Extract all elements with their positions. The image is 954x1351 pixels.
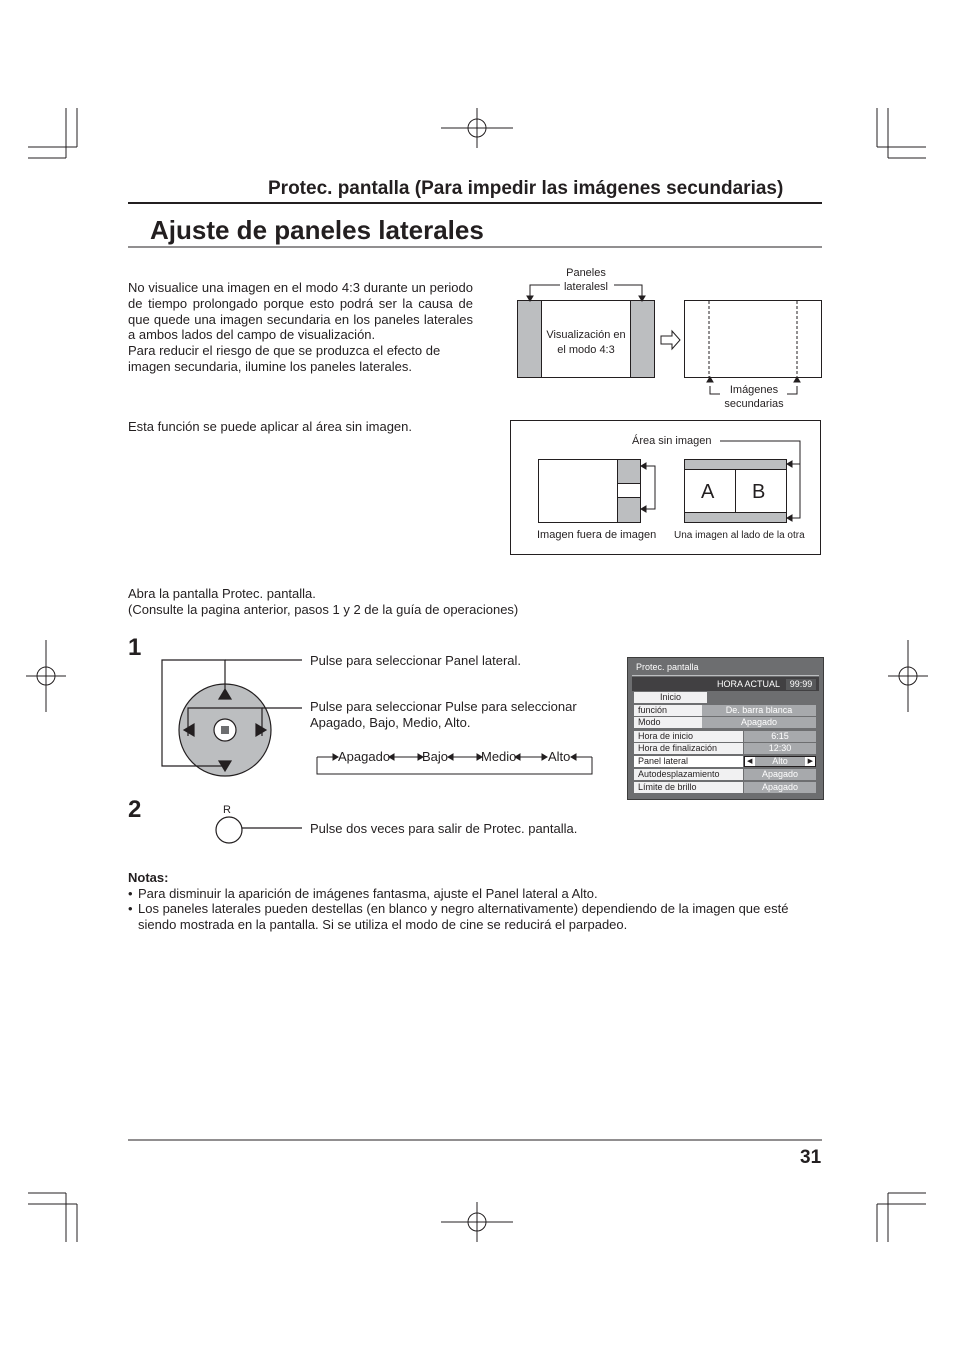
osd-row-value: Apagado — [744, 782, 816, 793]
registration-mark-right — [888, 640, 928, 712]
open-screen-line-1: Abra la pantalla Protec. pantalla. — [128, 586, 316, 601]
registration-mark-top — [441, 108, 513, 148]
note-item: • Para disminuir la aparición de imágenes fantasma, ajuste el Panel lateral a Alto. — [128, 886, 828, 902]
step-1-up-down-instruction: Pulse para seleccionar Panel lateral. — [310, 653, 522, 668]
registration-mark-bottom — [441, 1202, 513, 1242]
osd-row-value: 12:30 — [744, 743, 816, 754]
label-off-image: Imagen fuera de imagen — [537, 529, 657, 541]
osd-row-autoscroll[interactable] — [628, 769, 823, 780]
step-1-number: 1 — [128, 634, 142, 661]
osd-row-value: De. barra blanca — [702, 705, 816, 716]
osd-row-value: Apagado — [702, 717, 816, 728]
cursor-pad-illustration — [162, 660, 302, 776]
osd-row-function[interactable] — [628, 705, 823, 716]
diagram-off-image — [539, 460, 656, 523]
label-after-1: Imágenes — [729, 384, 779, 396]
page-number: 31 — [800, 1147, 822, 1168]
osd-row-value: 6:15 — [744, 731, 816, 742]
crop-mark-top-left — [28, 108, 77, 158]
osd-row-label: Modo — [634, 717, 702, 728]
applies-text: Esta función se puede aplicar al área sin imagen. — [128, 419, 413, 434]
osd-row-label: Panel lateral — [634, 756, 743, 767]
intro-text — [128, 280, 473, 375]
osd-row-side-panel[interactable] — [628, 756, 823, 767]
osd-row-start-time[interactable] — [628, 731, 823, 742]
osd-row-value — [744, 756, 816, 767]
osd-menu-protec-pantalla — [627, 657, 824, 800]
osd-clock-label: HORA ACTUAL — [717, 679, 781, 689]
crop-mark-bottom-left — [28, 1193, 77, 1242]
cycle-option-bajo: Bajo — [422, 749, 449, 764]
label-no-image-area: Área sin imagen — [632, 435, 712, 447]
notes-list — [128, 886, 828, 933]
osd-menu-title: Protec. pantalla — [636, 662, 699, 672]
osd-row-label: Hora de finalización — [634, 743, 743, 754]
open-screen-line-2: (Consulte la pagina anterior, pasos 1 y 2 de la guía de operaciones) — [128, 602, 519, 617]
osd-row-mode[interactable] — [628, 717, 823, 728]
label-side-panels-2: lateralesl — [563, 281, 609, 293]
osd-divider — [632, 675, 819, 676]
step-2-instruction: Pulse dos veces para salir de Protec. pantalla. — [310, 821, 578, 836]
label-after-2: secundarias — [724, 398, 784, 410]
crop-mark-bottom-right — [877, 1193, 926, 1242]
osd-row-label: Hora de inicio — [634, 731, 743, 742]
r-button-label: R — [223, 804, 231, 816]
crop-mark-top-right — [877, 108, 926, 158]
osd-row-end-time[interactable] — [628, 743, 823, 754]
intro-paragraph-1: No visualice una imagen en el modo 4:3 durante un periodo de tiempo prolongado porque esto podrá ser la causa de que quede una imagen secundaria en los paneles laterales a ambos lados del campo de visualización. — [128, 280, 473, 343]
intro-paragraph-2: Para reducir el riesgo de que se produzca el efecto de imagen secundaria, ilumine los paneles laterales. — [128, 343, 441, 374]
notes-title: Notas: — [128, 870, 169, 885]
osd-start-button[interactable]: Inicio — [634, 692, 707, 703]
letter-b: B — [752, 481, 766, 503]
cycle-option-alto: Alto — [548, 749, 571, 764]
right-arrow-icon — [661, 331, 680, 349]
osd-row-value: Apagado — [744, 769, 816, 780]
notes-section — [128, 870, 828, 932]
cycle-option-apagado: Apagado — [338, 749, 391, 764]
label-side-panels-1: Paneles — [566, 267, 606, 279]
note-item: • Los paneles laterales pueden destellas (en blanco y negro alternativamente) dependiendo de la imagen que esté siendo mostrada en la pantalla. Si se utiliza el modo de cine se reducirá el parpadeo. — [128, 901, 828, 932]
letter-a: A — [701, 481, 715, 503]
label-side-by-side: Una imagen al lado de la otra — [674, 530, 805, 541]
left-triangle-icon: ◀ — [747, 758, 753, 765]
page-title: Ajuste de paneles laterales — [150, 215, 484, 245]
registration-mark-left — [26, 640, 66, 712]
label-mode-2: el modo 4:3 — [557, 344, 615, 356]
diagram-after-image — [685, 301, 822, 395]
section-title: Protec. pantalla (Para impedir las imágenes secundarias) — [268, 178, 784, 199]
step-1-left-right-instruction-2: Apagado, Bajo, Medio, Alto. — [310, 715, 471, 730]
osd-side-panel-value: Alto — [755, 757, 805, 766]
r-button-illustration — [216, 817, 302, 843]
osd-clock-value: 99:99 — [786, 679, 816, 690]
step-1-left-right-instruction-1: Pulse para seleccionar Pulse para seleccionar — [310, 699, 577, 714]
step-2-number: 2 — [128, 796, 142, 823]
osd-row-brightness-limit[interactable] — [628, 782, 823, 793]
osd-row-label: Límite de brillo — [634, 782, 743, 793]
cycle-option-medio: Medio — [481, 749, 517, 764]
osd-row-label: Autodesplazamiento — [634, 769, 743, 780]
osd-row-label: función — [634, 705, 702, 716]
right-triangle-icon: ▶ — [807, 758, 813, 765]
label-mode-1: Visualización en — [546, 329, 626, 341]
